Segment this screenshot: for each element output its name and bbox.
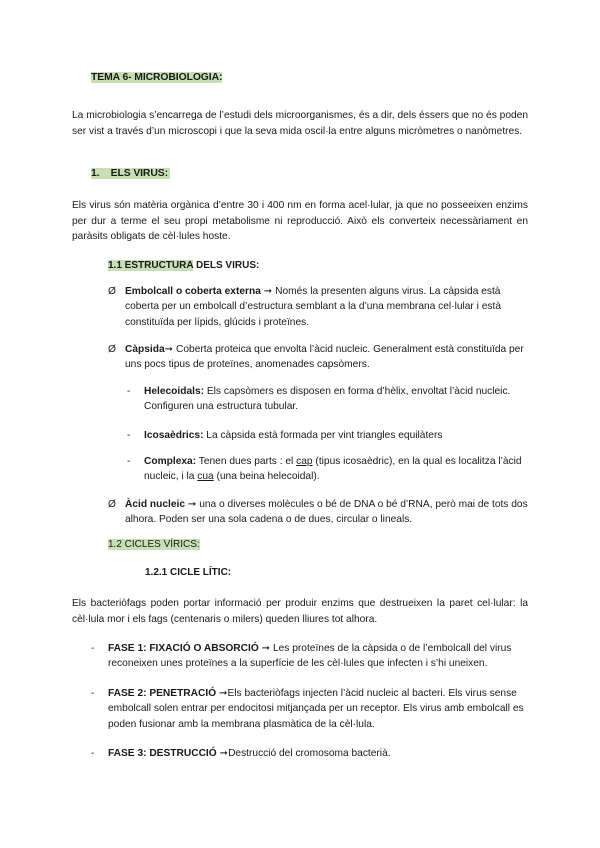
- capsid-type-helical: - Helecoidals: Els capsòmers es disposen en forma d’hèlix, envoltat l’àcid nucleic. Configuren una estructura tubular.: [127, 386, 511, 413]
- section-1-2-heading: [108, 539, 200, 550]
- dash-icon: -: [91, 688, 95, 699]
- structure-item-envelope: Ø Embolcall o coberta externa ➞ Només la presenten alguns virus. La càpsida està coberta per un embolcall d’estructura semblant a la d’una membrana cel·lular i està constituïda per lípids, glúcids i proteïnes.: [108, 286, 501, 328]
- phase-2-item: - FASE 2: PENETRACIÓ ➞Els bacteriòfags injecten l’àcid nucleic al bacteri. Els virus sense embolcall solen entrar per endocitosi mitjançada per un receptor. Els virus amb embolcall es poden fusionar amb la membrana plasmàtica de la cèl·lula.: [91, 688, 524, 730]
- dash-icon: -: [127, 386, 131, 397]
- dash-icon: -: [91, 643, 95, 654]
- page-title: [91, 72, 222, 83]
- section-1-2-highlight: 1.2 CICLES VÍRICS:: [108, 539, 200, 550]
- section-1-2-1-heading: 1.2.1 CICLE LÍTIC:: [145, 567, 232, 578]
- title-highlight: TEMA 6- MICROBIOLOGIA:: [91, 72, 223, 83]
- bullet-icon: Ø: [108, 344, 116, 355]
- section-1-highlight: 1. ELS VIRUS:: [91, 168, 168, 179]
- section-1-heading: [91, 168, 170, 179]
- section-1-paragraph: Els virus són matèria orgànica d’entre 30 i 400 nm en forma acel·lular, ja que no posseeixen enzims per dur a terme el seu propi metabolisme ni reproducció. Això els converteix necessàriament en paràsits obligats de cèl·lules hoste.: [72, 200, 528, 243]
- section-1-1-heading: 1.1 ESTRUCTURA DELS VIRUS:: [108, 260, 260, 271]
- bullet-icon: Ø: [108, 499, 116, 510]
- structure-item-capsid: Ø Càpsida➞ Coberta proteica que envolta l’àcid nucleic. Generalment està constituïda per uns pocs tipus de proteïnes, anomenades capsòmers.: [108, 344, 524, 371]
- phase-3-item: - FASE 3: DESTRUCCIÓ ➞Destrucció del cromosoma bacterià.: [91, 746, 528, 761]
- dash-icon: -: [127, 430, 131, 441]
- lytic-cycle-paragraph: Els bacteriòfags poden portar informació per produir enzims que destrueixen la paret cel·lular: la cèl·lula mor i els fags (centenaris o milers) queden lliures tot alhora.: [72, 598, 528, 625]
- bullet-icon: Ø: [108, 286, 116, 297]
- phase-1-item: - FASE 1: FIXACIÓ O ABSORCIÓ ➞ Les proteïnes de la càpsida o de l’embolcall del virus reconeixen unes proteïnes a la superfície de les cèl·lules que infecten i s’hi uneixen.: [91, 643, 512, 670]
- dash-icon: -: [127, 456, 131, 467]
- section-1-1-highlight: 1.1 ESTRUCTURA: [108, 260, 194, 271]
- capsid-type-icosahedral: - Icosaèdrics: La càpsida està formada per vint triangles equilàters: [127, 428, 528, 443]
- capsid-type-complex: - Complexa: Tenen dues parts : el cap (tipus icosaèdric), en la qual es localitza l’àcid nucleic, i la cua (una beina helecoidal).: [127, 456, 522, 483]
- intro-paragraph: La microbiologia s’encarrega de l’estudi dels microorganismes, és a dir, dels éssers que no és poden ser vist a través d’un microscopi i que la seva mida oscil·la entre alguns micròmetres o nanòmetres.: [72, 110, 528, 137]
- structure-item-nucleic-acid: Ø Àcid nucleic ➞ una o diverses molècules o bé de DNA o bé d’RNA, però mai de tots dos alhora. Poden ser una sola cadena o de dues, circular o lineals.: [108, 499, 528, 526]
- dash-icon: -: [91, 748, 95, 759]
